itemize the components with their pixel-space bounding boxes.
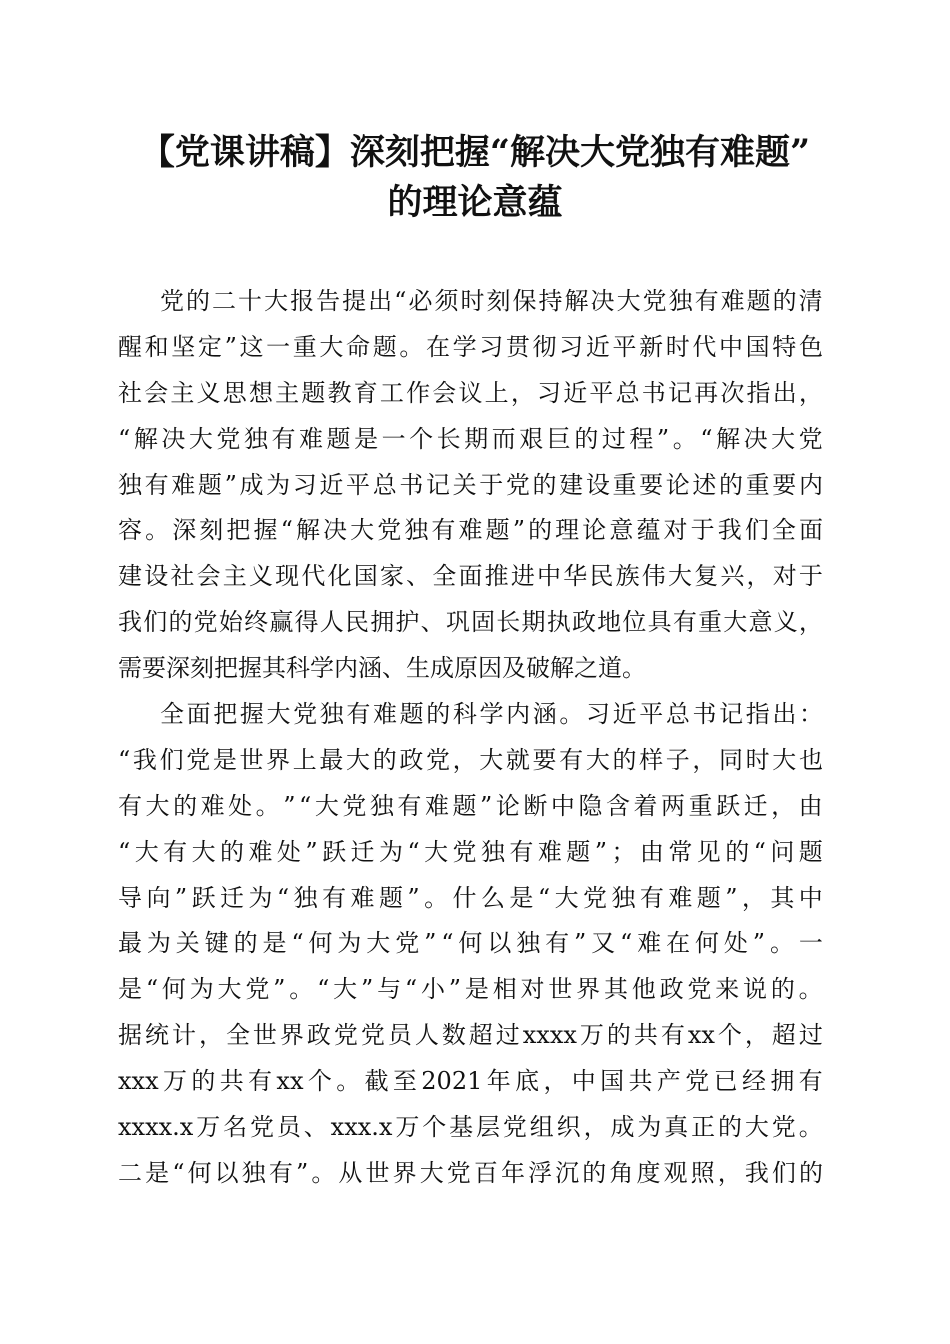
- text-line: 据 统 计 ， 全 世 界 政 党 党 员 人 数 超 过 xxxx 万 的 共 有 xx 个 ， 超 过: [118, 1021, 823, 1050]
- text-line: 党 的 二 十 大 报 告 提 出 “ 必 须 时 刻 保 持 解 决 大 党 独 有 难 题 的 清: [160, 287, 823, 315]
- paragraph-2: [118, 692, 823, 1197]
- title-line-2: 的理论意蕴: [387, 182, 563, 223]
- document-body: [118, 279, 823, 1197]
- document-title: [110, 128, 840, 228]
- text-line: 我 们 的 党 始 终 赢 得 人 民 拥 护 、 巩 固 长 期 执 政 地 位 具 有 重 大 意 义 ，: [118, 608, 823, 637]
- text-line: 导 向 ” 跃 迁 为 “ 独 有 难 题 ” 。 什 么 是 “ 大 党 独 有 难 题 ” ， 其 中: [118, 883, 823, 912]
- text-line: 独 有 难 题 ” 成 为 习 近 平 总 书 记 关 于 党 的 建 设 重 要 论 述 的 重 要 内: [118, 470, 823, 499]
- text-line: 醒 和 坚 定 ” 这 一 重 大 命 题 。 在 学 习 贯 彻 习 近 平 新 时 代 中 国 特 色: [118, 332, 823, 361]
- text-line: 有 大 的 难 处 。 ” “ 大 党 独 有 难 题 ” 论 断 中 隐 含 着 两 重 跃 迁 ， 由: [118, 791, 823, 820]
- text-line: 建 设 社 会 主 义 现 代 化 国 家 、 全 面 推 进 中 华 民 族 伟 大 复 兴 ， 对 于: [118, 562, 823, 591]
- text-line: 容 。 深 刻 把 握 “ 解 决 大 党 独 有 难 题 ” 的 理 论 意 蕴 对 于 我 们 全 面: [118, 516, 823, 545]
- paragraph-1: [118, 279, 823, 692]
- text-line: xxxx.x 万 名 党 员 、 xxx.x 万 个 基 层 党 组 织 ， 成 为 真 正 的 大 党 。: [118, 1113, 823, 1142]
- text-line: “ 我 们 党 是 世 界 上 最 大 的 政 党 ， 大 就 要 有 大 的 样 子 ， 同 时 大 也: [118, 745, 823, 774]
- text-line: “ 解 决 大 党 独 有 难 题 是 一 个 长 期 而 艰 巨 的 过 程 ” 。 “ 解 决 大 党: [118, 424, 823, 453]
- title-line-1: 【党课讲稿】深刻把握“解决大党独有难题”: [139, 132, 811, 173]
- text-line: 是 “ 何 为 大 党 ” 。 “ 大 ” 与 “ 小 ” 是 相 对 世 界 其 他 政 党 来 说 的 。: [118, 975, 823, 1004]
- text-line: 二 是 “ 何 以 独 有 ” 。 从 世 界 大 党 百 年 浮 沉 的 角 度 观 照 ， 我 们 的: [118, 1158, 823, 1187]
- text-line: xxx 万 的 共 有 xx 个 。 截 至 2021 年 底 ， 中 国 共 产 党 已 经 拥 有: [118, 1067, 823, 1096]
- text-line: “ 大 有 大 的 难 处 ” 跃 迁 为 “ 大 党 独 有 难 题 ” ； 由 常 见 的 “ 问 题: [118, 837, 823, 866]
- text-line: 社 会 主 义 思 想 主 题 教 育 工 作 会 议 上 ， 习 近 平 总 书 记 再 次 指 出 ，: [118, 378, 823, 407]
- text-line: 全 面 把 握 大 党 独 有 难 题 的 科 学 内 涵 。 习 近 平 总 书 记 指 出 ：: [160, 700, 823, 729]
- text-line: 需要深刻把握其科学内涵、生成原因及破解之道。: [118, 654, 646, 683]
- text-line: 最 为 关 键 的 是 “ 何 为 大 党 ” “ 何 以 独 有 ” 又 “ 难 在 何 处 ” 。 一: [118, 929, 823, 958]
